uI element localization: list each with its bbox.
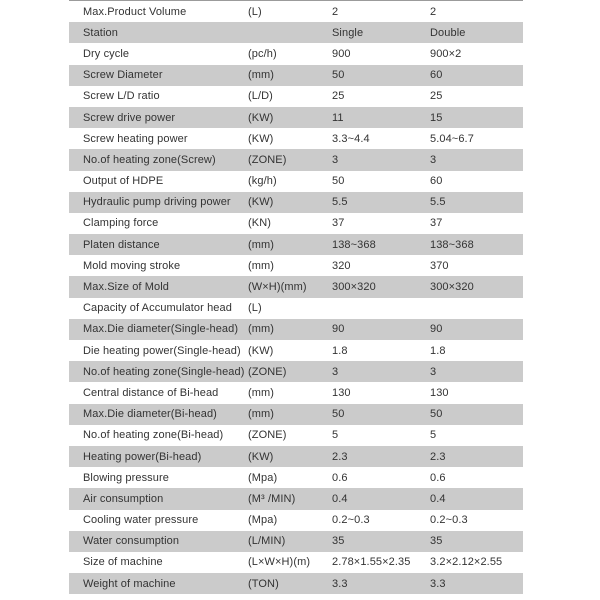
parameter-cell: Hydraulic pump driving power — [83, 196, 231, 209]
table-row — [69, 234, 523, 255]
value-single-cell: 50 — [332, 175, 345, 188]
table-row — [69, 552, 523, 573]
value-double-cell: 5.04~6.7 — [430, 132, 474, 145]
value-single-cell: 11 — [332, 111, 344, 124]
unit-cell: (L) — [248, 5, 262, 18]
parameter-cell: Capacity of Accumulator head — [83, 302, 232, 315]
value-single-cell: 0.4 — [332, 492, 348, 505]
unit-cell: (ZONE) — [248, 429, 287, 442]
unit-cell: (L×W×H)(m) — [248, 556, 311, 569]
parameter-cell: Die heating power(Single-head) — [83, 344, 241, 357]
table-row — [69, 86, 523, 107]
value-single-cell: 5 — [332, 429, 339, 442]
unit-cell: (mm) — [248, 323, 275, 336]
unit-cell: (ZONE) — [248, 153, 287, 166]
table-row — [69, 213, 523, 234]
value-double-cell: 37 — [430, 217, 443, 230]
value-single-cell: 3 — [332, 365, 339, 378]
value-double-cell — [430, 298, 523, 319]
value-double-cell: 2.3 — [430, 450, 446, 463]
value-double-cell: 1.8 — [430, 344, 446, 357]
value-single-cell: 35 — [332, 535, 345, 548]
parameter-cell: Max.Die diameter(Bi-head) — [83, 408, 217, 421]
parameter-cell: No.of heating zone(Screw) — [83, 153, 216, 166]
value-double-cell: 5 — [430, 429, 437, 442]
table-row — [69, 510, 523, 531]
value-single-cell: 25 — [332, 90, 345, 103]
value-double-cell: 60 — [430, 175, 443, 188]
unit-cell: (mm) — [248, 386, 275, 399]
parameter-cell: Air consumption — [83, 492, 164, 505]
value-double-cell: 5.5 — [430, 196, 446, 209]
value-single-cell: 5.5 — [332, 196, 348, 209]
parameter-cell: Station — [83, 26, 118, 39]
value-double-cell: Double — [430, 26, 466, 39]
table-row — [69, 276, 523, 297]
table-row — [69, 65, 523, 86]
parameter-cell: Size of machine — [83, 556, 163, 569]
table-row — [69, 404, 523, 425]
parameter-cell: No.of heating zone(Bi-head) — [83, 429, 224, 442]
table-row — [69, 361, 523, 382]
unit-cell: (kg/h) — [248, 175, 277, 188]
value-double-cell: 50 — [430, 408, 443, 421]
value-double-cell: 900×2 — [430, 47, 462, 60]
value-single-cell: 2.78×1.55×2.35 — [332, 556, 411, 569]
table-row — [69, 531, 523, 552]
unit-cell: (M³ /MIN) — [248, 492, 296, 505]
table-row — [69, 1, 523, 23]
unit-cell: (L) — [248, 302, 262, 315]
value-single-cell: 50 — [332, 69, 345, 82]
parameter-cell: No.of heating zone(Single-head) — [83, 365, 245, 378]
parameter-cell: Heating power(Bi-head) — [83, 450, 202, 463]
spec-table-body — [69, 1, 523, 595]
value-double-cell: 370 — [430, 259, 449, 272]
value-single-cell: 3.3~4.4 — [332, 132, 370, 145]
value-single-cell: 37 — [332, 217, 345, 230]
table-row — [69, 446, 523, 467]
unit-cell: (L/D) — [248, 90, 273, 103]
value-single-cell: 3 — [332, 153, 339, 166]
table-row — [69, 22, 523, 43]
unit-cell: (Mpa) — [248, 514, 278, 527]
value-double-cell: 3.2×2.12×2.55 — [430, 556, 503, 569]
unit-cell: (L/MIN) — [248, 535, 286, 548]
value-single-cell: 90 — [332, 323, 345, 336]
unit-cell: (mm) — [248, 238, 275, 251]
value-single-cell: 0.6 — [332, 471, 348, 484]
value-single-cell: 320 — [332, 259, 351, 272]
value-double-cell: 3 — [430, 365, 437, 378]
unit-cell: (KN) — [248, 217, 272, 230]
unit-cell: (KW) — [248, 111, 274, 124]
value-double-cell: 60 — [430, 69, 443, 82]
unit-cell: (KW) — [248, 450, 274, 463]
table-row — [69, 340, 523, 361]
parameter-cell: Central distance of Bi-head — [83, 386, 219, 399]
table-row — [69, 382, 523, 403]
table-row — [69, 192, 523, 213]
value-single-cell: 0.2~0.3 — [332, 514, 370, 527]
table-row — [69, 488, 523, 509]
value-double-cell: 130 — [430, 386, 449, 399]
value-single-cell: 2.3 — [332, 450, 348, 463]
table-row — [69, 255, 523, 276]
parameter-cell: Cooling water pressure — [83, 514, 199, 527]
value-single-cell: 900 — [332, 47, 351, 60]
value-double-cell: 0.4 — [430, 492, 446, 505]
unit-cell: (mm) — [248, 408, 275, 421]
table-row — [69, 149, 523, 170]
parameter-cell: Platen distance — [83, 238, 160, 251]
parameter-cell: Max.Product Volume — [83, 5, 187, 18]
unit-cell: (mm) — [248, 69, 275, 82]
value-double-cell: 0.6 — [430, 471, 446, 484]
value-single-cell — [332, 298, 430, 319]
value-double-cell: 35 — [430, 535, 443, 548]
parameter-cell: Screw L/D ratio — [83, 90, 160, 103]
unit-cell: (TON) — [248, 577, 279, 590]
value-double-cell: 3.3 — [430, 577, 446, 590]
parameter-cell: Max.Die diameter(Single-head) — [83, 323, 239, 336]
table-row — [69, 107, 523, 128]
parameter-cell: Mold moving stroke — [83, 259, 181, 272]
unit-cell: (KW) — [248, 196, 274, 209]
table-row — [69, 171, 523, 192]
value-single-cell: 300×320 — [332, 281, 376, 294]
value-single-cell: Single — [332, 26, 364, 39]
parameter-cell: Dry cycle — [83, 47, 130, 60]
unit-cell: (mm) — [248, 259, 275, 272]
spec-table — [69, 0, 523, 594]
value-double-cell: 138~368 — [430, 238, 474, 251]
unit-cell: (ZONE) — [248, 365, 287, 378]
table-row — [69, 43, 523, 64]
value-single-cell: 1.8 — [332, 344, 348, 357]
unit-cell: (Mpa) — [248, 471, 278, 484]
table-row — [69, 128, 523, 149]
parameter-cell: Max.Size of Mold — [83, 281, 169, 294]
value-single-cell: 130 — [332, 386, 351, 399]
parameter-cell: Screw heating power — [83, 132, 188, 145]
parameter-cell: Blowing pressure — [83, 471, 169, 484]
unit-cell: (KW) — [248, 344, 274, 357]
value-double-cell: 2 — [430, 5, 437, 18]
value-double-cell: 25 — [430, 90, 443, 103]
parameter-cell: Water consumption — [83, 535, 180, 548]
value-double-cell: 3 — [430, 153, 437, 166]
table-row — [69, 319, 523, 340]
parameter-cell: Output of HDPE — [83, 175, 164, 188]
value-single-cell: 50 — [332, 408, 345, 421]
value-single-cell: 3.3 — [332, 577, 348, 590]
value-double-cell: 300×320 — [430, 281, 474, 294]
value-double-cell: 15 — [430, 111, 443, 124]
parameter-cell: Screw Diameter — [83, 69, 163, 82]
value-single-cell: 2 — [332, 5, 339, 18]
parameter-cell: Clamping force — [83, 217, 159, 230]
unit-cell: (W×H)(mm) — [248, 281, 307, 294]
table-row — [69, 573, 523, 594]
unit-cell — [248, 22, 332, 43]
table-row — [69, 298, 523, 319]
unit-cell: (pc/h) — [248, 47, 277, 60]
table-row — [69, 467, 523, 488]
value-double-cell: 0.2~0.3 — [430, 514, 468, 527]
value-double-cell: 90 — [430, 323, 443, 336]
parameter-cell: Screw drive power — [83, 111, 176, 124]
unit-cell: (KW) — [248, 132, 274, 145]
table-row — [69, 425, 523, 446]
value-single-cell: 138~368 — [332, 238, 376, 251]
parameter-cell: Weight of machine — [83, 577, 176, 590]
